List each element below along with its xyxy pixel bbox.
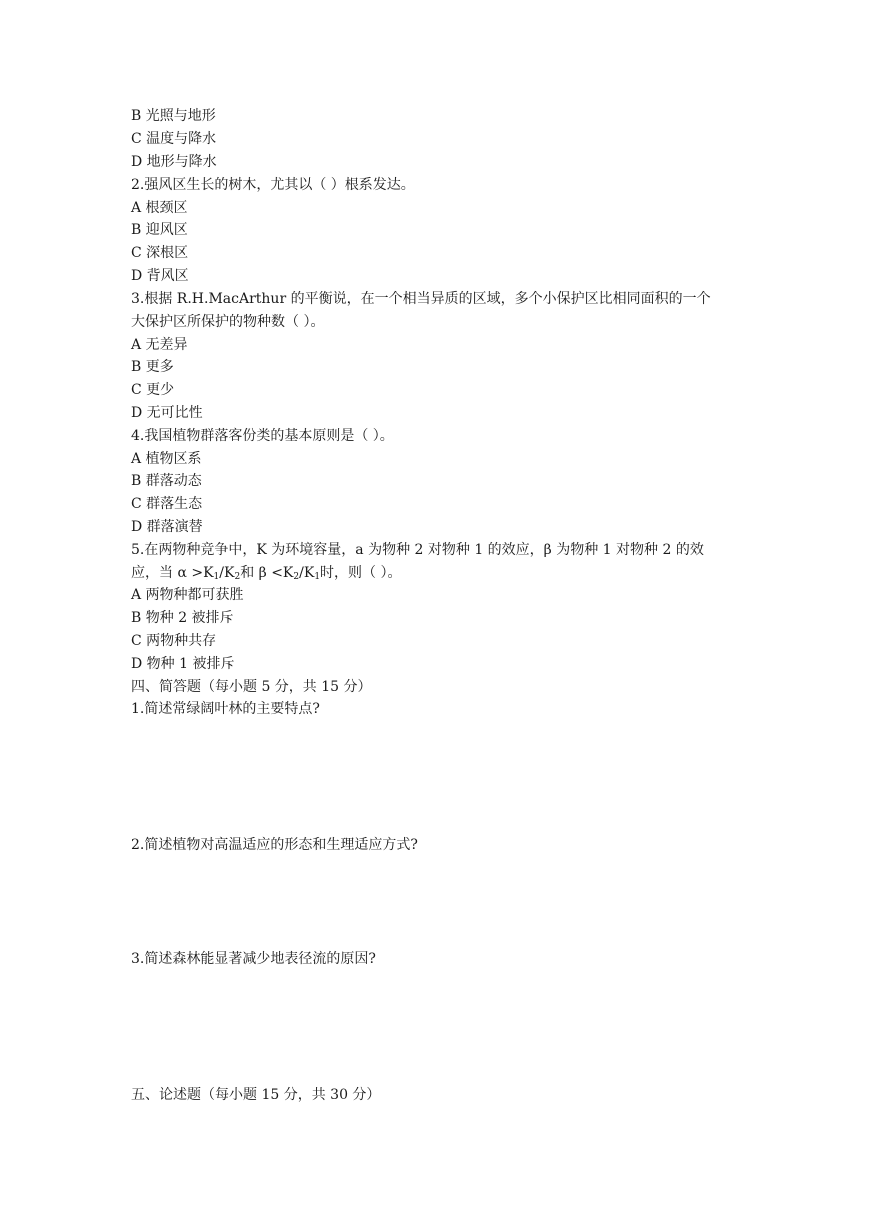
section5-title: 五、论述题（每小题 15 分，共 30 分） xyxy=(131,1087,381,1103)
q4-option-d: D 群落演替 xyxy=(131,519,203,535)
q3-stem-line1: 3.根据 R.H.MacArthur 的平衡说，在一个相当异质的区域，多个小保护区比相同面积的一个 xyxy=(131,291,711,307)
section4-question-3: 3.简述森林能显著减少地表径流的原因? xyxy=(131,951,376,967)
q5-option-c: C 两物种共存 xyxy=(131,633,217,649)
q2-option-d: D 背风区 xyxy=(131,268,189,284)
q2-stem: 2.强风区生长的树木，尤其以（ ）根系发达。 xyxy=(131,177,415,193)
q4-option-c: C 群落生态 xyxy=(131,496,203,512)
q5-option-d: D 物种 1 被排斥 xyxy=(131,656,235,672)
section4-question-1: 1.简述常绿阔叶林的主要特点? xyxy=(131,701,320,717)
q4-option-b: B 群落动态 xyxy=(131,473,202,489)
q3-option-c: C 更少 xyxy=(131,382,175,398)
q1-option-d: D 地形与降水 xyxy=(131,154,217,170)
q4-stem: 4.我国植物群落客份类的基本原则是（ ）。 xyxy=(131,428,394,444)
q3-option-d: D 无可比性 xyxy=(131,405,203,421)
q2-option-c: C 深根区 xyxy=(131,245,189,261)
section4-question-2: 2.简述植物对高温适应的形态和生理适应方式? xyxy=(131,837,418,853)
q3-option-a: A 无差异 xyxy=(131,337,188,353)
q1-option-c: C 温度与降水 xyxy=(131,131,217,147)
q3-option-b: B 更多 xyxy=(131,359,174,375)
q3-stem-line2: 大保护区所保护的物种数（ ）。 xyxy=(131,314,325,330)
q2-option-a: A 根颈区 xyxy=(131,200,188,216)
q4-option-a: A 植物区系 xyxy=(131,451,202,467)
q5-stem-line1: 5.在两物种竞争中，K 为环境容量，a 为物种 2 对物种 1 的效应，β 为物种 1 对物种 2 的效 xyxy=(131,542,704,558)
q5-option-a: A 两物种都可获胜 xyxy=(131,587,244,603)
q5-option-b: B 物种 2 被排斥 xyxy=(131,610,234,626)
q2-option-b: B 迎风区 xyxy=(131,222,188,238)
section4-title: 四、简答题（每小题 5 分，共 15 分） xyxy=(131,679,372,695)
q5-stem-line2: 应，当 $\alpha >K_1/K_2$和 $\beta <K_2/K_1$时，则（ ）。 xyxy=(131,565,402,582)
q1-option-b: B 光照与地形 xyxy=(131,108,216,124)
